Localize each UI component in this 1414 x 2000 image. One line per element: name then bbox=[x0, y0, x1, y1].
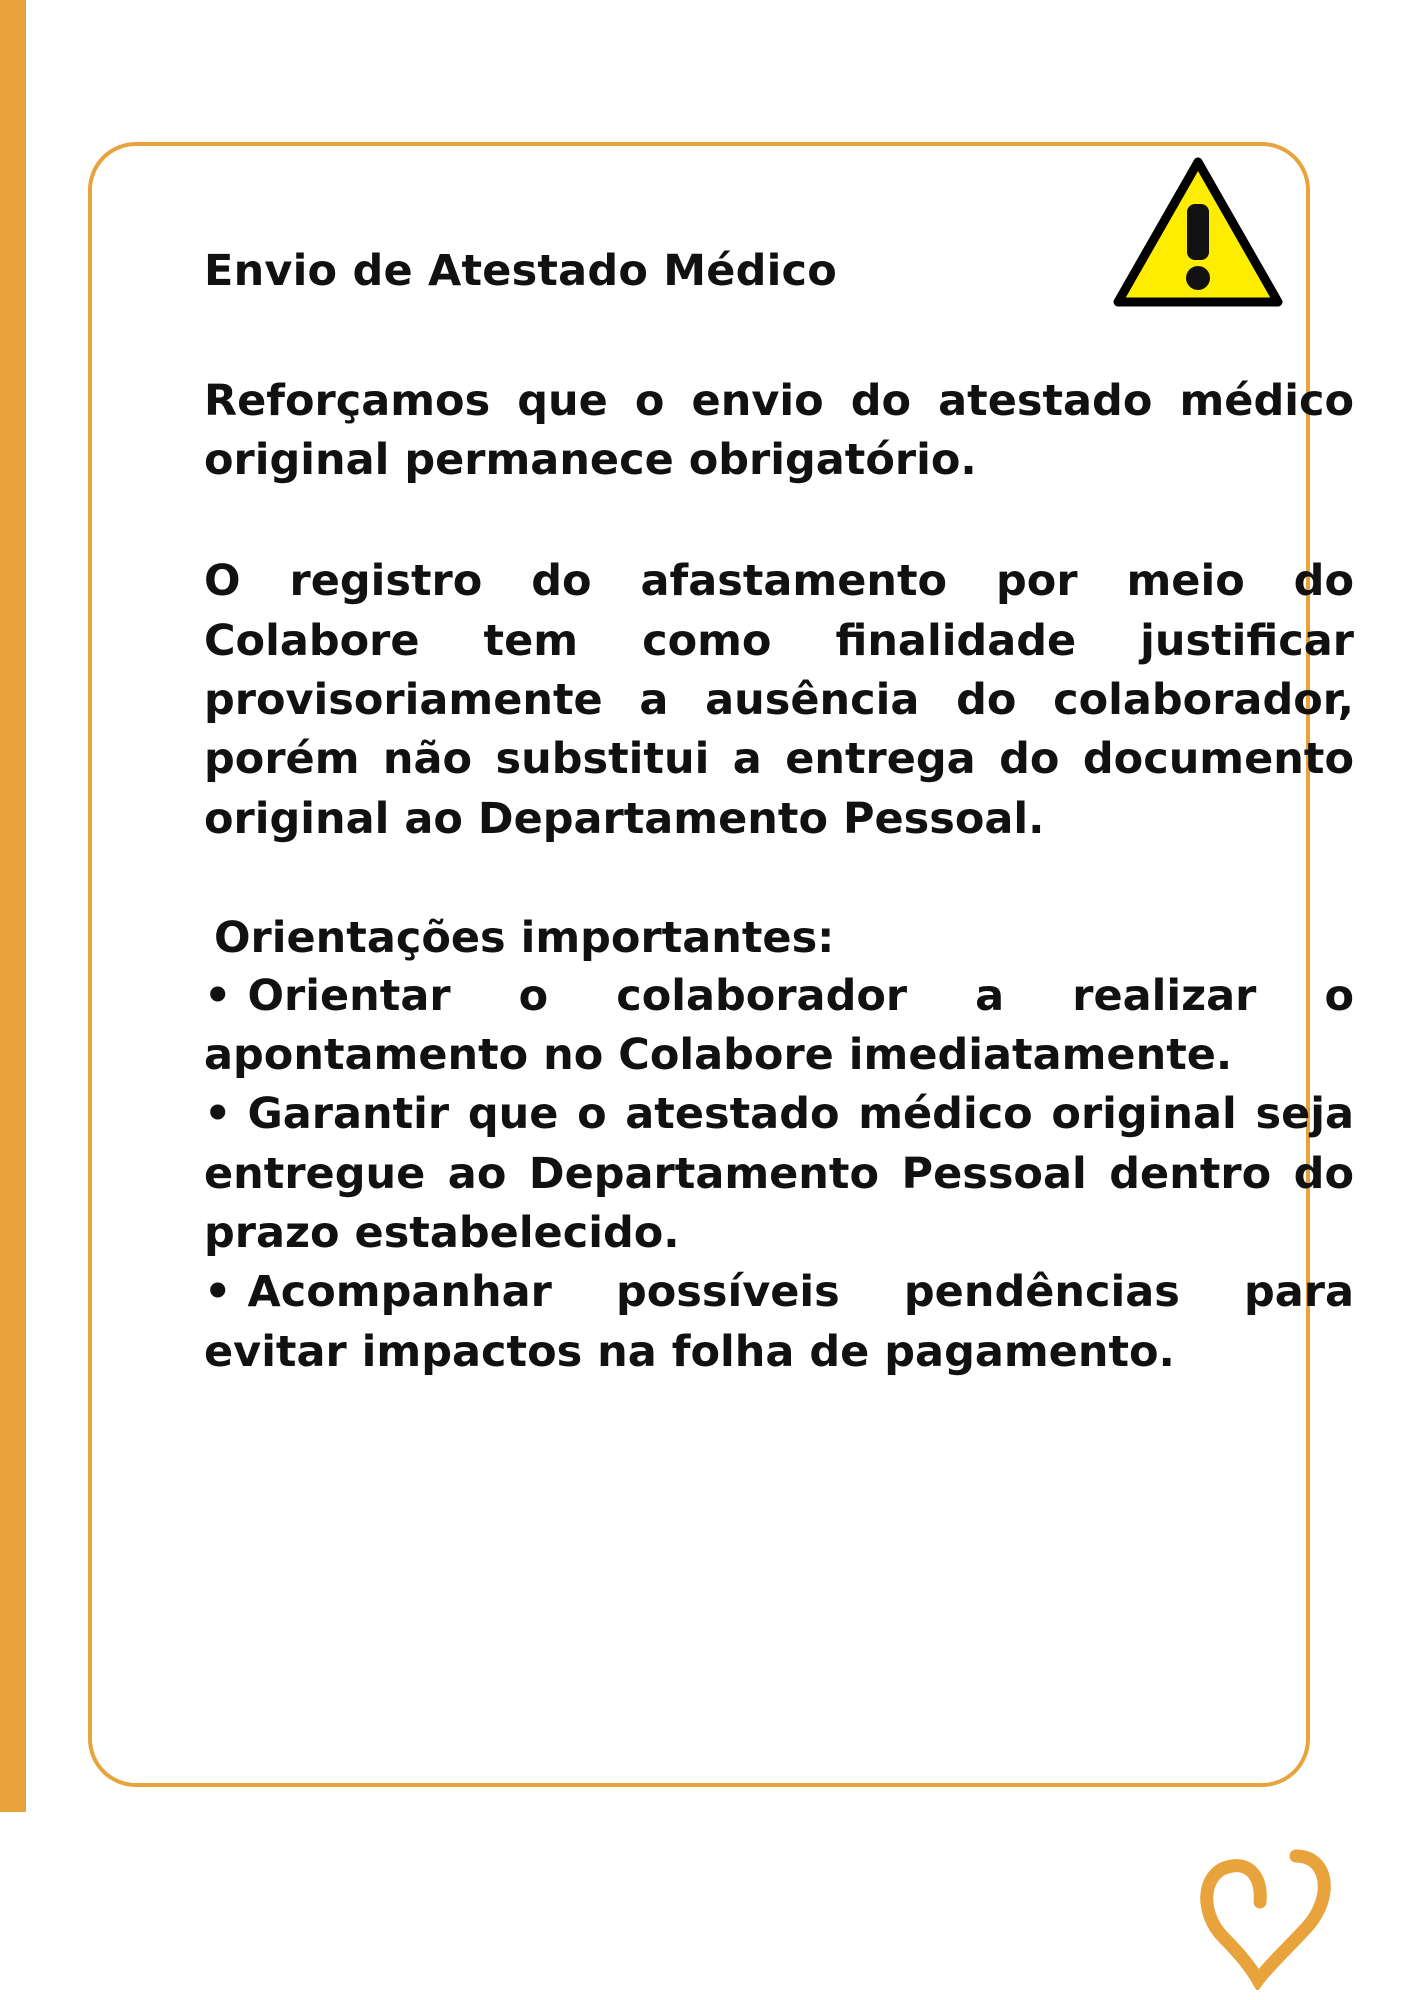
list-item: • Acompanhar possíveis pendências para evitar impactos na folha de pagamento. bbox=[204, 1263, 1354, 1382]
list-item: • Garantir que o atestado médico original seja entregue ao Departamento Pessoal dentro do prazo estabelecido. bbox=[204, 1085, 1354, 1263]
paragraph-1: Reforçamos que o envio do atestado médico original permanece obrigatório. bbox=[204, 375, 1354, 485]
notice-card bbox=[88, 142, 1354, 1787]
list-item: • Orientar o colaborador a realizar o apontamento no Colabore imediatamente. bbox=[204, 967, 1354, 1086]
paragraph-2: O registro do afastamento por meio do Colabore tem como finalidade justificar provisoriamente a ausência do colaborador, porém não substitui a entrega do documento original ao Departamento Pessoal. bbox=[204, 556, 1354, 844]
page-title: Envio de Atestado Médico bbox=[204, 246, 837, 296]
left-accent-band bbox=[0, 0, 26, 1812]
notice-body bbox=[204, 246, 1374, 1382]
heart-logo-icon bbox=[1178, 1840, 1338, 1990]
section-heading: Orientações importantes: bbox=[214, 912, 835, 963]
guidelines-list bbox=[204, 967, 1354, 1382]
